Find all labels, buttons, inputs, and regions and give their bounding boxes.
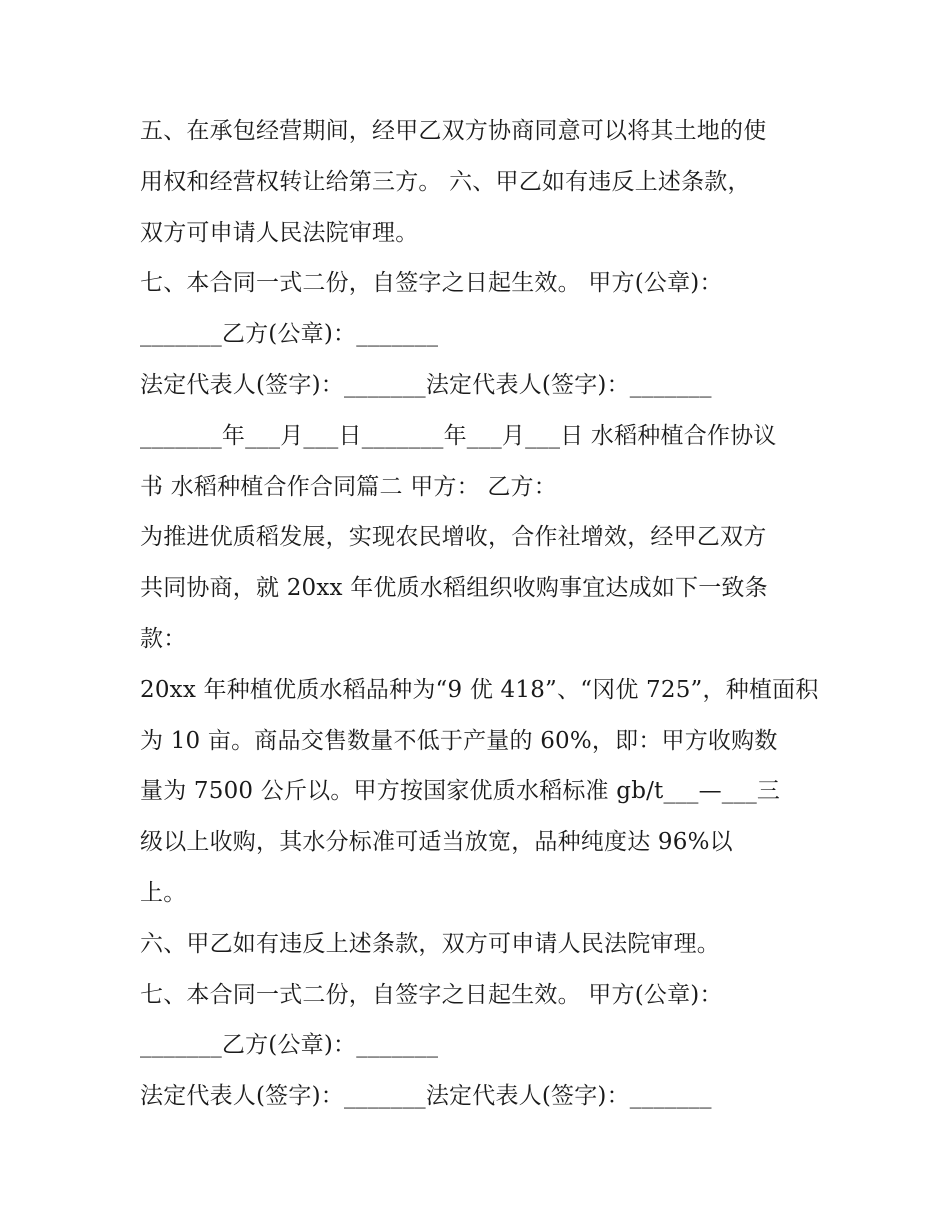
text-line: 款： — [140, 625, 187, 652]
text-line: 量为 7500 公斤以。甲方按国家优质水稻标准 gb/t___—___三 — [140, 778, 781, 805]
text-line: 20xx 年种植优质水稻品种为“9 优 418”、“冈优 725”，种植面积 — [140, 676, 819, 703]
text-line: 为 10 亩。商品交售数量不低于产量的 60%，即：甲方收购数 — [140, 727, 778, 754]
text-line: 双方可申请人民法院审理。 — [140, 219, 419, 246]
text-line: 六、甲乙如有违反上述条款，双方可申请人民法院审理。 — [140, 930, 720, 957]
text-line: 五、在承包经营期间，经甲乙双方协商同意可以将其土地的使 — [140, 118, 767, 144]
contract-text — [140, 106, 820, 1122]
text-line: 七、本合同一式二份，自签字之日起生效。 甲方(公章)： — [140, 270, 723, 297]
date-line: _______年___月___日_______年___月___日 水稻种植合作协议 — [140, 422, 777, 449]
signature-line: _______乙方(公章)：_______ — [140, 321, 439, 348]
text-line: 上。 — [140, 879, 187, 906]
text-line: 级以上收购，其水分标准可适当放宽，品种纯度达 96%以 — [140, 829, 733, 856]
text-line: 用权和经营权转让给第三方。 六、甲乙如有违反上述条款， — [140, 168, 751, 195]
signature-line: 法定代表人(签字)：_______法定代表人(签字)：_______ — [140, 1083, 712, 1110]
text-line: 七、本合同一式二份，自签字之日起生效。 甲方(公章)： — [140, 981, 723, 1008]
signature-line: 法定代表人(签字)：_______法定代表人(签字)：_______ — [140, 371, 712, 398]
section-heading-line: 书 水稻种植合作合同篇二 甲方： 乙方： — [140, 473, 557, 500]
text-line: 共同协商，就 20xx 年优质水稻组织收购事宜达成如下一致条 — [140, 575, 768, 602]
text-line: 为推进优质稻发展，实现农民增收，合作社增效，经甲乙双方 — [140, 524, 767, 551]
signature-line: _______乙方(公章)：_______ — [140, 1032, 439, 1059]
